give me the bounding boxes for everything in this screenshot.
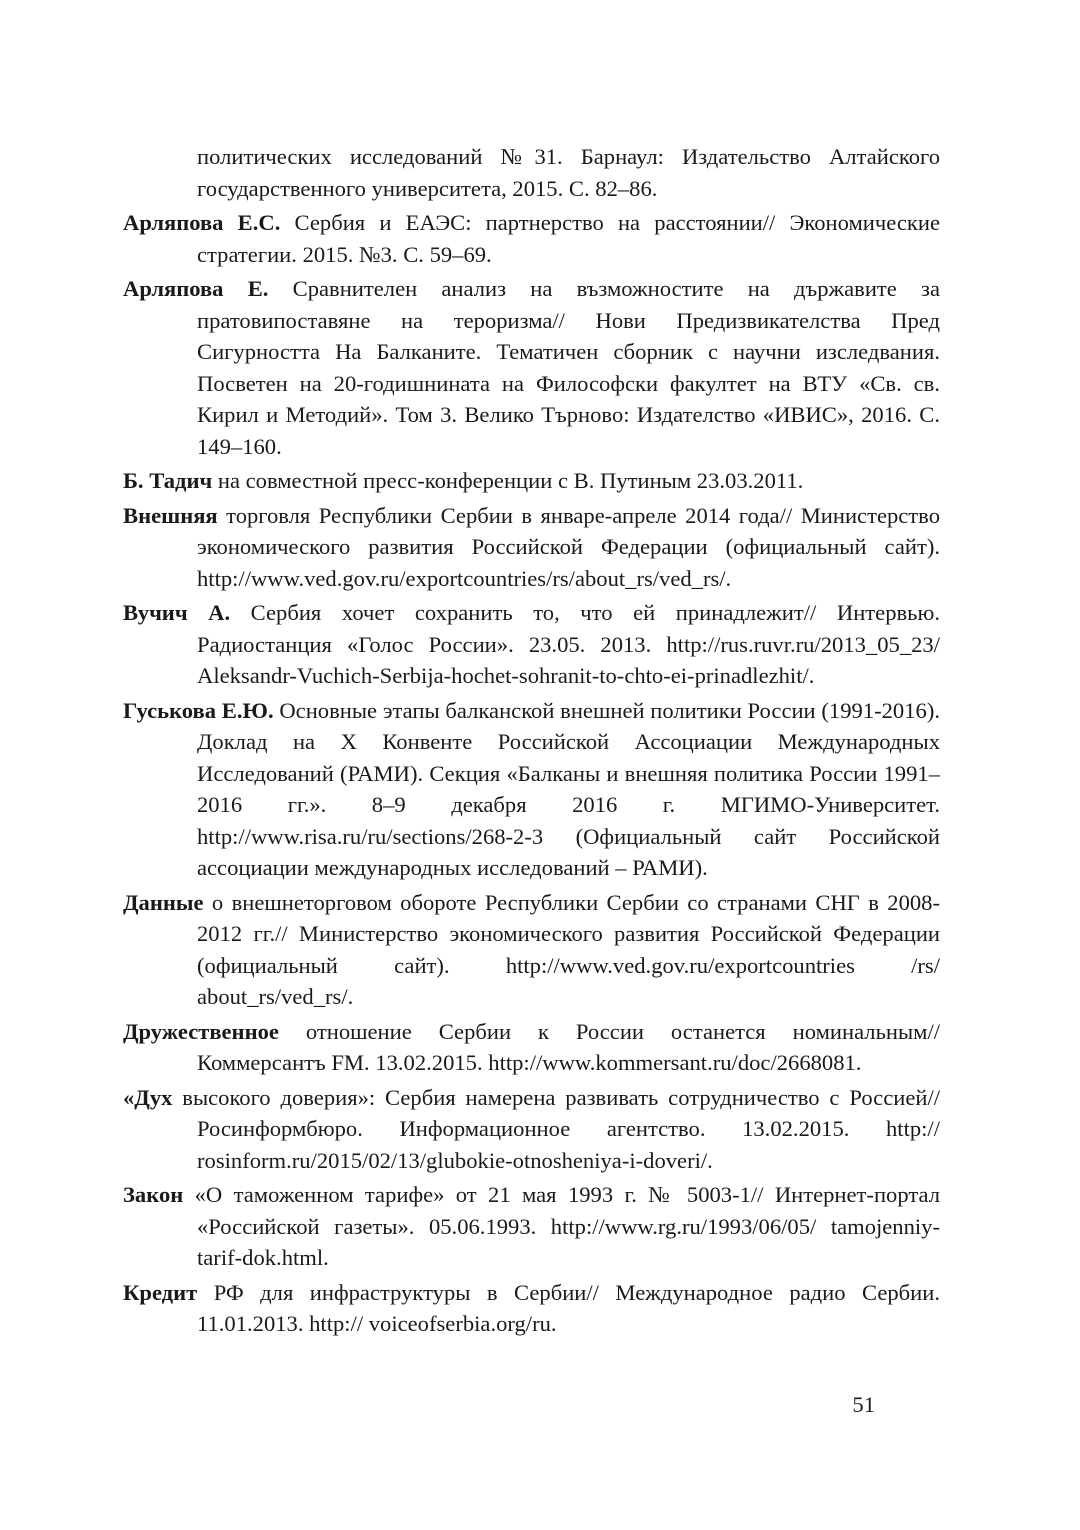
reference-author: Закон — [123, 1182, 184, 1207]
reference-entry — [123, 597, 940, 692]
reference-text: Сербия и ЕАЭС: партнерство на расстоянии// Экономические стратегии. 2015. №3. С. 59–69. — [197, 210, 940, 267]
reference-text: «О таможенном тарифе» от 21 мая 1993 г. № 5003-1// Интернет-портал «Российской газеты». 05.06.1993. http://www.rg.ru/1993/06/05/ tamojenniy-tarif-dok.html. — [183, 1182, 940, 1270]
reference-author: Кредит — [123, 1279, 198, 1305]
reference-author: Гуськова Е.Ю. — [123, 697, 274, 723]
reference-text: отношение Сербии к России останется номинальным// Коммерсантъ FM. 13.02.2015. http://www.kommersant.ru/doc/2668081. — [197, 1018, 940, 1075]
reference-text: торговля Республики Сербии в январе-апреле 2014 года// Министерство экономического развития Российской Федерации (официальный сайт). http://www.ved.gov.ru/exportcountries/rs/about_rs/ved_rs/. — [197, 502, 940, 591]
reference-entry — [123, 141, 940, 204]
reference-text: высокого доверия»: Сербия намерена развивать сотрудничество с Россией// Росинформбюро. Информационное агентство. 13.02.2015. http:// rosinform.ru/2015/02/13/glubokie-otnosheniya-i-doveri/. — [172, 1084, 940, 1173]
reference-entry — [123, 1016, 940, 1079]
reference-entry — [123, 695, 940, 884]
reference-text: Сербия хочет сохранить то, что ей принадлежит// Интервью. Радиостанция «Голос России». 23.05. 2013. http://rus.ruvr.ru/2013_05_23/ Aleksandr-Vuchich-Serbija-hochet-sohranit-to-chto-ei-prinadlezhit/. — [197, 600, 940, 688]
reference-author: Арляпова Е. — [123, 276, 269, 301]
reference-entry — [123, 887, 940, 1013]
reference-author: «Дух — [123, 1084, 173, 1110]
reference-author: Внешняя — [123, 502, 218, 528]
reference-text: политических исследований №31. Барнаул: Издательство Алтайского государственного университета, 2015. С. 82–86. — [197, 144, 940, 201]
reference-author: Б. Тадич — [123, 468, 213, 493]
reference-text: Сравнителен анализ на възможностите на държавите за пратовипоставяне на тероризма// Нови Предизвикателства Пред Сигурността На Балканите. Тематичен сборник с научни изследвания. Посветен на 20-годишнината на Философски факултет на ВТУ «Св. св. Кирил и Методий». Том 3. Велико Търново: Издателство «ИВИС», 2016. С. 149–160. — [197, 276, 940, 459]
reference-entry — [123, 273, 940, 462]
reference-entry — [123, 500, 940, 595]
reference-entry — [123, 1179, 940, 1274]
reference-list — [123, 141, 940, 1343]
reference-author: Дружественное — [123, 1018, 279, 1044]
reference-text: Основные этапы балканской внешней политики России (1991-2016). Доклад на X Конвенте Российской Ассоциации Международных Исследований (РАМИ). Секция «Балканы и внешняя политика России 1991–2016 гг.». 8–9 декабря 2016 г. МГИМО-Университет. http://www.risa.ru/ru/sections/268-2-3 (Официальный сайт Российской ассоциации международных исследований – РАМИ). — [197, 697, 940, 880]
reference-author: Данные — [123, 889, 204, 915]
reference-text: о внешнеторговом обороте Республики Сербии со странами СНГ в 2008-2012 гг.// Министерство экономического развития Российской Федерации (официальный сайт). http://www.ved.gov.ru/exportcountries /rs/ about_rs/ved_rs/. — [197, 889, 940, 1009]
page-number: 51 — [852, 1392, 875, 1417]
reference-entry — [123, 1277, 940, 1340]
reference-author: Арляпова Е.С. — [123, 210, 281, 235]
reference-text: на совместной пресс-конференции с В. Путиным 23.03.2011. — [212, 468, 804, 493]
reference-entry — [123, 207, 940, 270]
reference-entry — [123, 1082, 940, 1177]
reference-author: Вучич А. — [123, 600, 231, 625]
reference-text: РФ для инфраструктуры в Сербии// Международное радио Сербии. 11.01.2013. http:// voiceofserbia.org/ru. — [197, 1279, 940, 1336]
reference-entry — [123, 465, 940, 497]
